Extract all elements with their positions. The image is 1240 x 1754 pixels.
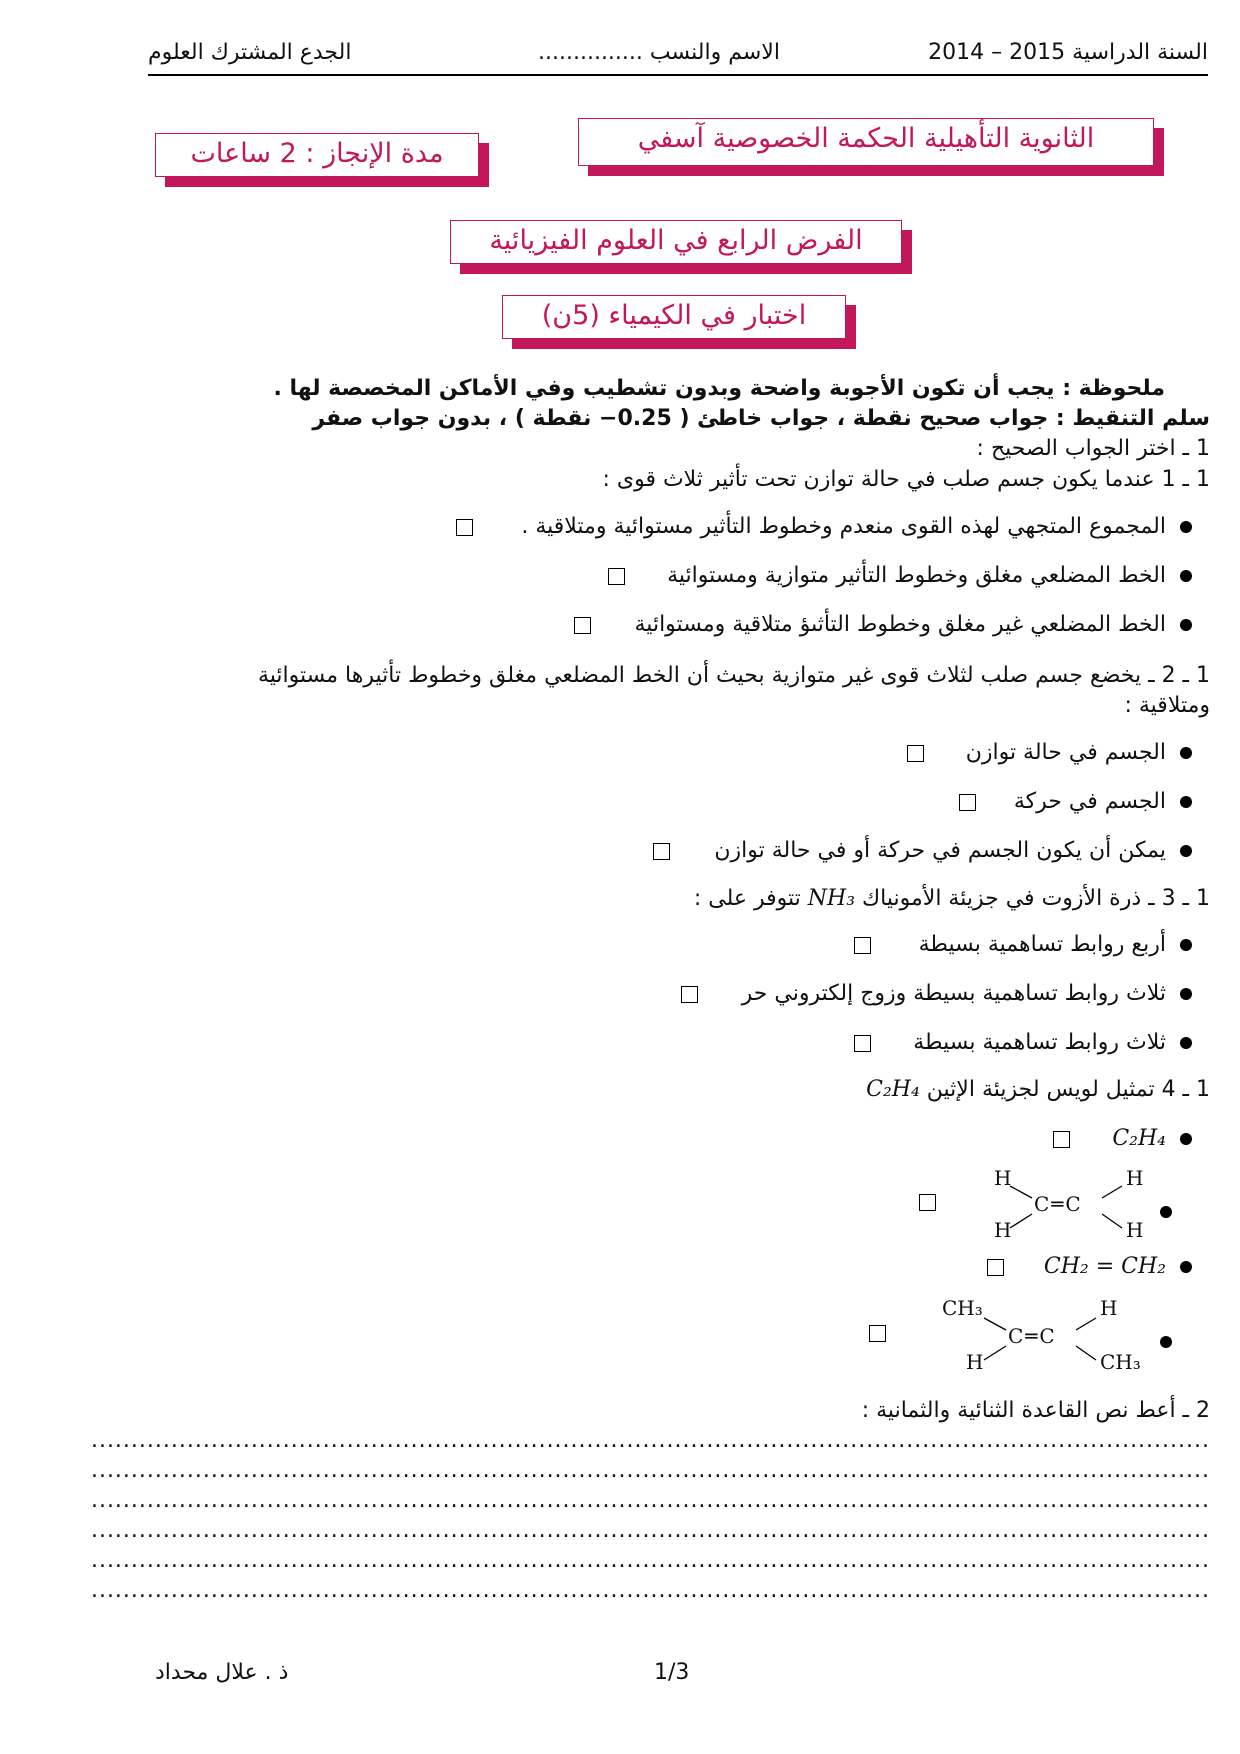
page-number: 1/3 (654, 1660, 690, 1685)
checkbox[interactable] (869, 1325, 886, 1342)
atom-h: H (994, 1166, 1012, 1190)
bullet-icon (1180, 747, 1192, 759)
ammonia-formula: NH₃ (807, 886, 856, 911)
note: ملحوظة : يجب أن تكون الأجوبة واضحة وبدون تشطيب وفي الأماكن المخصصة لها . (273, 376, 1165, 401)
bond-lines (990, 1166, 1140, 1262)
option-text: الخط المضلعي مغلق وخطوط التأثير متوازية ومستوائية (667, 563, 1166, 588)
author: ذ . علال محداد (155, 1660, 289, 1685)
ethene-lewis-structure (990, 1166, 1144, 1262)
checkbox[interactable] (987, 1259, 1004, 1276)
bullet-icon (1180, 521, 1192, 533)
q1-3-option-2 (681, 981, 1192, 1006)
bond-lines (940, 1296, 1150, 1394)
q1-3-option-3 (854, 1030, 1192, 1055)
option-text: الجسم في حالة توازن (965, 740, 1166, 765)
q1-1-option-2 (608, 563, 1192, 588)
q1-1-text: 1 ـ 1 عندما يكون جسم صلب في حالة توازن تحت تأثير ثلاث قوى : (602, 467, 1210, 492)
q1-1-option-3 (574, 612, 1192, 637)
atom-h: H (966, 1350, 984, 1374)
bullet-icon (1180, 1037, 1192, 1049)
ethene-formula: C₂H₄ (866, 1077, 920, 1102)
bullet-icon (1180, 796, 1192, 808)
option-text: ثلاث روابط تساهمية بسيطة وزوج إلكتروني حر (741, 981, 1166, 1006)
option-text: الجسم في حركة (1013, 789, 1166, 814)
group-ch3: CH₃ (1100, 1350, 1141, 1374)
answer-line: ............................................................................................................................................ (90, 1488, 1210, 1513)
checkbox[interactable] (854, 937, 871, 954)
q1-2-text-line1: 1 ـ 2 ـ يخضع جسم صلب لثلاث قوى غير متوازية بحيث أن الخط المضلعي مغلق وخطوط تأثيرها مستوائية (257, 663, 1210, 688)
option-text: يمكن أن يكون الجسم في حركة أو في حالة توازن (714, 838, 1166, 863)
student-name-field: الاسم والنسب ............... (538, 40, 780, 65)
checkbox[interactable] (681, 986, 698, 1003)
class-level: الجدع المشترك العلوم (148, 40, 352, 65)
q1-4-text (866, 1077, 1210, 1102)
option-formula: C₂H₄ (1112, 1126, 1166, 1151)
checkbox[interactable] (1053, 1131, 1070, 1148)
q1-3-text-after: تتوفر على : (693, 886, 801, 911)
bullet-icon (1160, 1206, 1172, 1218)
option-text: المجموع المتجهي لهذه القوى منعدم وخطوط التأثير مستوائية ومتلاقية . (521, 514, 1166, 539)
duration-box: مدة الإنجاز : 2 ساعات (155, 133, 479, 177)
q1-4-option-1 (1053, 1126, 1192, 1151)
q1-3-text-before: 1 ـ 3 ـ ذرة الأزوت في جزيئة الأمونياك (862, 886, 1210, 911)
q1-title: 1 ـ اختر الجواب الصحيح : (976, 436, 1210, 461)
option-text: الخط المضلعي غير مغلق وخطوط التأثىؤ متلاقية ومستوائية (634, 612, 1166, 637)
butene-lewis-structure (940, 1296, 1150, 1394)
page-header (148, 34, 1208, 76)
section-title-box: اختبار في الكيمياء (5ن) (502, 295, 846, 339)
q1-2-option-1 (907, 740, 1192, 765)
answer-line: ............................................................................................................................................ (90, 1428, 1210, 1453)
bullet-icon (1180, 1261, 1192, 1273)
checkbox[interactable] (456, 519, 473, 536)
q2-title: 2 ـ أعط نص القاعدة الثنائية والثمانية : (861, 1398, 1210, 1423)
checkbox[interactable] (653, 843, 670, 860)
q1-4-option-3 (987, 1254, 1192, 1279)
school-name-box: الثانوية التأهيلية الحكمة الخصوصية آسفي (578, 118, 1154, 166)
q1-3-option-1 (854, 932, 1192, 957)
bullet-icon (1180, 845, 1192, 857)
atom-h: H (1100, 1296, 1118, 1320)
bullet-icon (1160, 1336, 1172, 1348)
double-bond-core: C═C (1034, 1192, 1083, 1216)
bullet-icon (1180, 619, 1192, 631)
bullet-icon (1180, 939, 1192, 951)
checkbox[interactable] (959, 794, 976, 811)
checkbox[interactable] (919, 1194, 936, 1211)
q1-2-option-3 (653, 838, 1192, 863)
answer-line: ............................................................................................................................................ (90, 1518, 1210, 1543)
answer-line: ............................................................................................................................................ (90, 1548, 1210, 1573)
atom-h: H (1126, 1166, 1144, 1190)
q1-2-text-line2: ومتلاقية : (1124, 693, 1210, 718)
group-ch3: CH₃ (942, 1296, 983, 1320)
checkbox[interactable] (574, 617, 591, 634)
answer-line: ............................................................................................................................................ (90, 1458, 1210, 1483)
option-text: ثلاث روابط تساهمية بسيطة (913, 1030, 1166, 1055)
grading-scale: سلم التنقيط : جواب صحيح نقطة ، جواب خاطئ ( 0.25− نقطة ) ، بدون جواب صفر (312, 406, 1210, 431)
school-year: السنة الدراسية 2015 – 2014 (928, 40, 1208, 65)
checkbox[interactable] (907, 745, 924, 762)
bullet-icon (1180, 1133, 1192, 1145)
checkbox[interactable] (608, 568, 625, 585)
exam-title-box: الفرض الرابع في العلوم الفيزيائية (450, 220, 902, 264)
bullet-icon (1180, 570, 1192, 582)
q1-1-option-1 (456, 514, 1192, 539)
option-formula: CH₂ = CH₂ (1043, 1254, 1166, 1279)
double-bond-core: C═C (1008, 1324, 1057, 1348)
q1-2-option-2 (959, 789, 1192, 814)
bullet-icon (1180, 988, 1192, 1000)
atom-h: H (1126, 1218, 1144, 1242)
atom-h: H (994, 1218, 1012, 1242)
q1-4-label: 1 ـ 4 تمثيل لويس لجزيئة الإثين (926, 1077, 1210, 1102)
answer-line: ............................................................................................................................................ (90, 1578, 1210, 1603)
checkbox[interactable] (854, 1035, 871, 1052)
q1-3-text (694, 886, 1210, 911)
option-text: أربع روابط تساهمية بسيطة (918, 932, 1166, 957)
